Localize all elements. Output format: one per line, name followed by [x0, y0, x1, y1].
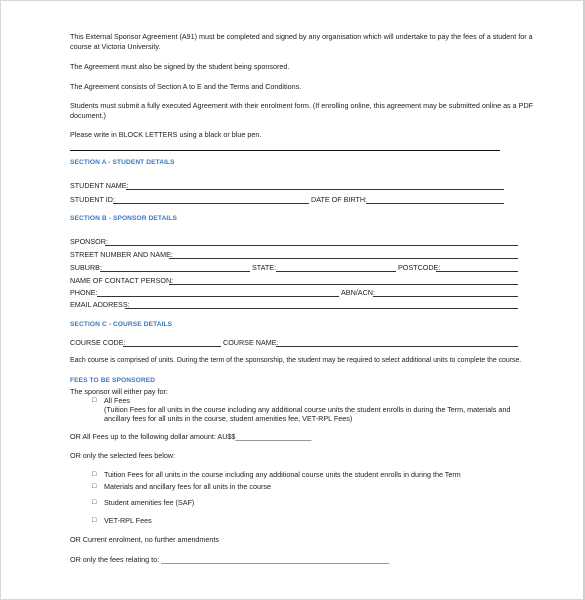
all-fees-label: All Fees — [104, 396, 130, 405]
intro-paragraph-1-line-2: course at Victoria University. — [70, 42, 161, 51]
course-name-label: COURSE NAME: — [223, 338, 279, 347]
contact-person-label: NAME OF CONTACT PERSON: — [70, 276, 174, 285]
postcode-label: POSTCODE: — [398, 263, 441, 272]
fees-heading: FEES TO BE SPONSORED — [70, 377, 156, 384]
street-label: STREET NUMBER AND NAME: — [70, 250, 173, 259]
student-name-label: STUDENT NAME: — [70, 181, 129, 190]
intro-paragraph-4-line-1: Students must submit a fully executed Agreement with their enrolment form. (If enrolling online, this agreement may be submitted online as a PDF — [70, 101, 534, 110]
student-id-label: STUDENT ID: — [70, 195, 115, 204]
all-fees-description-line-2: ancillary fees for all units in the course, student amenities fee, VET-RPL Fees) — [104, 414, 353, 423]
suburb-label: SUBURB: — [70, 263, 102, 272]
course-units-note: Each course is comprised of units. During the term of the sponsorship, the student may be required to select additional units to complete the course. — [70, 357, 522, 364]
intro-paragraph-1-line-1: This External Sponsor Agreement (A91) must be completed and signed by any organisation which will undertake to pay the fees of a student for a — [70, 32, 533, 41]
intro-paragraph-2: The Agreement must also be signed by the student being sponsored. — [70, 62, 290, 71]
fees-relating-option[interactable]: OR only the fees relating to: _________________________________________________________ — [70, 555, 389, 564]
sponsor-label: SPONSOR: — [70, 237, 108, 246]
amenities-fee-checkbox[interactable]: □ — [92, 499, 97, 506]
intro-paragraph-4-line-2: document.) — [70, 111, 106, 120]
amenities-fee-label: Student amenities fee (SAF) — [104, 498, 195, 507]
intro-paragraph-3: The Agreement consists of Section A to E and the Terms and Conditions. — [70, 82, 302, 91]
section-c-heading: SECTION C - COURSE DETAILS — [70, 321, 173, 328]
student-name-field[interactable] — [126, 189, 504, 190]
email-field[interactable] — [125, 308, 518, 309]
date-of-birth-label: DATE OF BIRTH: — [311, 195, 368, 204]
fees-intro: The sponsor will either pay for: — [70, 387, 168, 396]
phone-field[interactable] — [97, 296, 339, 297]
all-fees-description-line-1: (Tuition Fees for all units in the course including any additional course units the student enrolls in during the Term, materials and — [104, 405, 511, 414]
contact-person-field[interactable] — [169, 284, 518, 285]
suburb-field[interactable] — [100, 271, 250, 272]
section-divider — [70, 150, 500, 151]
tuition-fees-label: Tuition Fees for all units in the course including any additional course units the student enrolls in during the Term — [104, 470, 461, 479]
vet-rpl-fees-checkbox[interactable]: □ — [92, 517, 97, 524]
date-of-birth-field[interactable] — [366, 203, 504, 204]
materials-fees-checkbox[interactable]: □ — [92, 483, 97, 490]
state-label: STATE: — [252, 263, 277, 272]
postcode-field[interactable] — [436, 271, 518, 272]
state-field[interactable] — [276, 271, 396, 272]
email-label: EMAIL ADDRESS: — [70, 300, 130, 309]
sponsor-field[interactable] — [105, 245, 518, 246]
tuition-fees-checkbox[interactable]: □ — [92, 471, 97, 478]
dollar-amount-option[interactable]: OR All Fees up to the following dollar amount: AU$$___________________ — [70, 432, 312, 441]
all-fees-checkbox[interactable]: □ — [92, 397, 97, 404]
phone-label: PHONE: — [70, 288, 98, 297]
student-id-field[interactable] — [113, 203, 309, 204]
vet-rpl-fees-label: VET-RPL Fees — [104, 516, 152, 525]
course-name-field[interactable] — [276, 346, 518, 347]
course-code-label: COURSE CODE: — [70, 338, 126, 347]
abn-acn-label: ABN/ACN: — [341, 288, 375, 297]
current-enrolment-option[interactable]: OR Current enrolment, no further amendments — [70, 535, 220, 544]
intro-paragraph-5: Please write in BLOCK LETTERS using a black or blue pen. — [70, 130, 262, 139]
selected-fees-option: OR only the selected fees below: — [70, 451, 176, 460]
materials-fees-label: Materials and ancillary fees for all units in the course — [104, 482, 271, 491]
section-b-heading: SECTION B - SPONSOR DETAILS — [70, 215, 177, 222]
course-code-field[interactable] — [123, 346, 221, 347]
abn-acn-field[interactable] — [373, 296, 518, 297]
street-field[interactable] — [169, 258, 518, 259]
section-a-heading: SECTION A - STUDENT DETAILS — [70, 159, 175, 166]
